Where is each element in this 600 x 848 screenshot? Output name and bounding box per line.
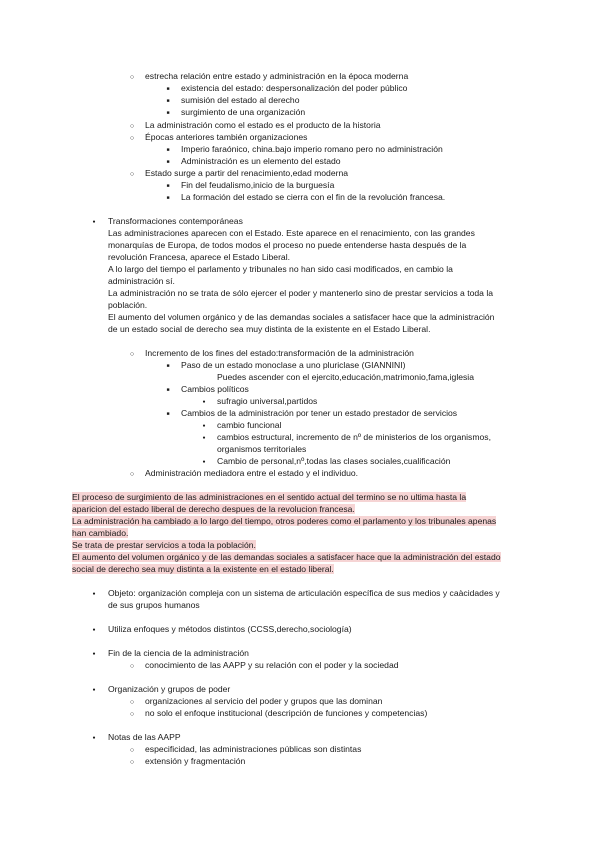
bullet-icon	[200, 396, 208, 409]
paragraph-line: revolución Francesa, aparece el Estado Liberal.	[108, 252, 291, 262]
list-item: conocimiento de las AAPP y su relación con el poder y la sociedad	[145, 660, 399, 670]
circle-bullet-icon	[128, 348, 136, 361]
circle-bullet-icon	[128, 756, 136, 769]
list-item: Estado surge a partir del renacimiento,edad moderna	[145, 168, 349, 178]
list-item: Paso de un estado monoclase a uno pluriclase (GIANNINI)	[181, 360, 406, 370]
list-item: Administración mediadora entre el estado y el individuo.	[145, 468, 359, 478]
square-bullet-icon	[164, 156, 172, 169]
square-bullet-icon	[164, 107, 172, 120]
list-item: Administración es un elemento del estado	[181, 156, 341, 166]
bullet-icon	[90, 624, 98, 637]
list-item: Incremento de los fines del estado:transformación de la administración	[145, 348, 414, 358]
bullet-icon	[200, 456, 208, 469]
list-item: Objeto: organización compleja con un sistema de articulación específica de sus medios y caàcidades y	[108, 588, 500, 598]
list-item: no solo el enfoque institucional (descripción de funciones y competencias)	[145, 708, 428, 718]
bullet-icon	[90, 732, 98, 745]
paragraph-line: administración sí.	[108, 276, 175, 286]
list-item: Imperio faraónico, china.bajo imperio romano pero no administración	[181, 144, 443, 154]
circle-bullet-icon	[128, 708, 136, 721]
list-item: cambios estructural, incremento de nº de ministerios de los organismos,	[217, 432, 491, 442]
paragraph-line: La administración no se trata de sólo ejercer el poder y mantenerlo sino de prestar servicios a toda la	[108, 288, 494, 298]
square-bullet-icon	[164, 192, 172, 205]
square-bullet-icon	[164, 360, 172, 373]
list-item: Épocas anteriores también organizaciones	[145, 132, 308, 142]
square-bullet-icon	[164, 180, 172, 193]
list-item: Cambios de la administración por tener un estado prestador de servicios	[181, 408, 458, 418]
list-item: estrecha relación entre estado y administración en la época moderna	[145, 71, 409, 81]
bullet-icon	[90, 588, 98, 601]
list-item-continuation: de sus grupos humanos	[108, 600, 200, 610]
list-item: Utiliza enfoques y métodos distintos (CCSS,derecho,sociología)	[108, 624, 352, 634]
highlighted-line: El proceso de surgimiento de las administraciones en el sentido actual del termino se no ultima hasta la	[72, 492, 467, 502]
list-item: sumisión del estado al derecho	[181, 95, 300, 105]
paragraph-line: de un estado social de derecho sea muy distinta de la existente en el Estado Liberal.	[108, 324, 431, 334]
square-bullet-icon	[164, 408, 172, 421]
square-bullet-icon	[164, 83, 172, 96]
highlighted-line: Se trata de prestar servicios a toda la población.	[72, 540, 256, 550]
list-item: cambio funcional	[217, 420, 282, 430]
list-item-continuation: organismos territoriales	[217, 444, 307, 454]
highlighted-line: social de derecho sea muy distinta a la existente en el estado liberal.	[72, 564, 334, 574]
paragraph-line: A lo largo del tiempo el parlamento y tribunales no han sido casi modificados, en cambio la	[108, 264, 453, 274]
list-item: Fin del feudalismo,inicio de la burguesía	[181, 180, 335, 190]
list-item: existencia del estado: despersonalización del poder público	[181, 83, 408, 93]
list-item-continuation: Puedes ascender con el ejercito,educación,matrimonio,fama,iglesia	[217, 372, 474, 382]
paragraph-line: Las administraciones aparecen con el Estado. Este aparece en el renacimiento, con las grandes	[108, 228, 475, 238]
square-bullet-icon	[164, 144, 172, 157]
highlighted-line: han cambiado.	[72, 528, 129, 538]
circle-bullet-icon	[128, 71, 136, 84]
circle-bullet-icon	[128, 120, 136, 133]
paragraph-line: El aumento del volumen orgánico y de las demandas sociales a satisfacer hace que la administración	[108, 312, 495, 322]
bullet-icon	[200, 420, 208, 433]
list-item: Notas de las AAPP	[108, 732, 181, 742]
list-item: Fin de la ciencia de la administración	[108, 648, 249, 658]
square-bullet-icon	[164, 95, 172, 108]
bullet-icon	[200, 432, 208, 445]
circle-bullet-icon	[128, 132, 136, 145]
square-bullet-icon	[164, 384, 172, 397]
circle-bullet-icon	[128, 696, 136, 709]
list-item: La administración como el estado es el producto de la historia	[145, 120, 381, 130]
highlighted-line: El aumento del volumen orgánico y de las demandas sociales a satisfacer hace que la administración del estado	[72, 552, 501, 562]
highlighted-line: aparicion del estado liberal de derecho despues de la revolucion francesa.	[72, 504, 355, 514]
paragraph-line: monarquías de Europa, de todos modos el proceso no puede entenderse hasta después de la	[108, 240, 467, 250]
list-item: surgimiento de una organización	[181, 107, 306, 117]
list-item: Cambio de personal,nº,todas las clases sociales,cualificación	[217, 456, 451, 466]
list-item: Organización y grupos de poder	[108, 684, 231, 694]
circle-bullet-icon	[128, 468, 136, 481]
section-heading: Transformaciones contemporáneas	[108, 216, 243, 226]
list-item: La formación del estado se cierra con el fin de la revolución francesa.	[181, 192, 446, 202]
circle-bullet-icon	[128, 168, 136, 181]
list-item: organizaciones al servicio del poder y grupos que las dominan	[145, 696, 383, 706]
paragraph-line: población.	[108, 300, 148, 310]
circle-bullet-icon	[128, 660, 136, 673]
list-item: especificidad, las administraciones públicas son distintas	[145, 744, 362, 754]
bullet-icon	[90, 216, 98, 229]
list-item: sufragio universal,partidos	[217, 396, 318, 406]
bullet-icon	[90, 648, 98, 661]
highlighted-line: La administración ha cambiado a lo largo del tiempo, otros poderes como el parlamento y los tribunales apenas	[72, 516, 497, 526]
list-item: Cambios políticos	[181, 384, 249, 394]
circle-bullet-icon	[128, 744, 136, 757]
bullet-icon	[90, 684, 98, 697]
list-item: extensión y fragmentación	[145, 756, 246, 766]
